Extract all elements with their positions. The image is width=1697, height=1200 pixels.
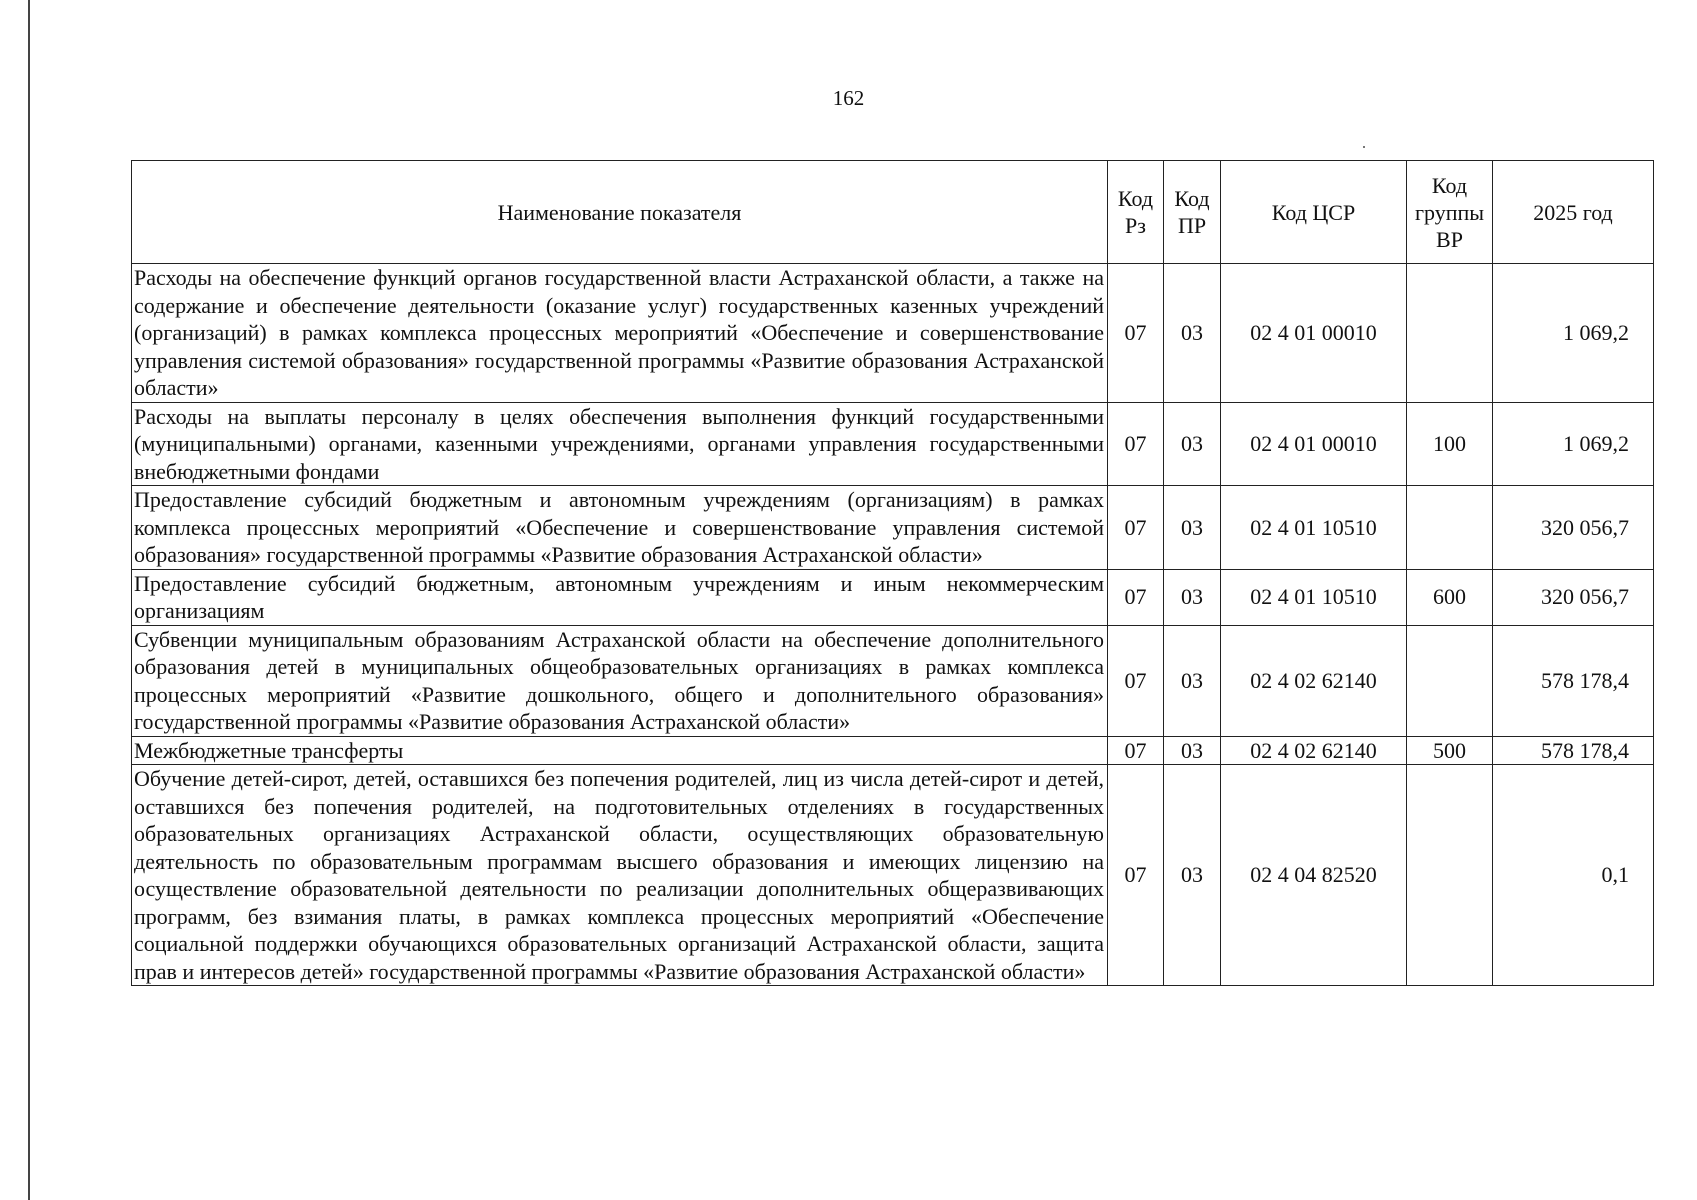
table-row	[132, 264, 1654, 403]
table-row	[132, 486, 1654, 570]
row-csr: 02 4 02 62140	[1221, 736, 1407, 765]
row-name: Предоставление субсидий бюджетным и автономным учреждениям (организациям) в рамках комплекса процессных мероприятий «Обеспечение и совершенствование управления системой образования» государственной программы «Развитие образования Астраханской области»	[132, 486, 1108, 570]
row-rz: 07	[1108, 625, 1164, 736]
row-amount: 320 056,7	[1493, 486, 1654, 570]
row-name: Межбюджетные трансферты	[132, 736, 1108, 765]
row-csr: 02 4 04 82520	[1221, 765, 1407, 986]
row-vr	[1407, 486, 1493, 570]
page-number: 162	[832, 86, 865, 110]
row-pr: 03	[1164, 486, 1221, 570]
header-rz: Код Рз	[1108, 161, 1164, 264]
row-vr: 500	[1407, 736, 1493, 765]
row-rz: 07	[1108, 486, 1164, 570]
row-vr: 600	[1407, 569, 1493, 625]
row-vr: 100	[1407, 402, 1493, 486]
scan-speck	[1363, 146, 1365, 148]
row-amount: 578 178,4	[1493, 625, 1654, 736]
row-name: Расходы на обеспечение функций органов государственной власти Астраханской области, а также на содержание и обеспечение деятельности (оказание услуг) государственных казенных учреждений (организаций) в рамках комплекса процессных мероприятий «Обеспечение и совершенствование управления системой образования» государственной программы «Развитие образования Астраханской области»	[132, 264, 1108, 403]
row-name: Субвенции муниципальным образованиям Астраханской области на обеспечение дополнительного образования детей в муниципальных общеобразовательных организациях в рамках комплекса процессных мероприятий «Развитие дошкольного, общего и дополнительного образования» государственной программы «Развитие образования Астраханской области»	[132, 625, 1108, 736]
row-vr	[1407, 625, 1493, 736]
row-rz: 07	[1108, 736, 1164, 765]
row-csr: 02 4 02 62140	[1221, 625, 1407, 736]
row-amount: 578 178,4	[1493, 736, 1654, 765]
header-csr: Код ЦСР	[1221, 161, 1407, 264]
row-pr: 03	[1164, 736, 1221, 765]
row-csr: 02 4 01 10510	[1221, 486, 1407, 570]
row-pr: 03	[1164, 402, 1221, 486]
row-rz: 07	[1108, 569, 1164, 625]
table-row	[132, 736, 1654, 765]
header-name: Наименование показателя	[132, 161, 1108, 264]
row-pr: 03	[1164, 765, 1221, 986]
header-pr: Код ПР	[1164, 161, 1221, 264]
row-name: Расходы на выплаты персоналу в целях обеспечения выполнения функций государственными (муниципальными) органами, казенными учреждениями, органами управления государственными внебюджетными фондами	[132, 402, 1108, 486]
row-amount: 0,1	[1493, 765, 1654, 986]
table-row	[132, 765, 1654, 986]
table-row	[132, 625, 1654, 736]
header-year: 2025 год	[1493, 161, 1654, 264]
row-rz: 07	[1108, 264, 1164, 403]
table-header-row	[132, 161, 1654, 264]
row-rz: 07	[1108, 765, 1164, 986]
row-amount: 1 069,2	[1493, 264, 1654, 403]
table-row	[132, 402, 1654, 486]
row-pr: 03	[1164, 264, 1221, 403]
row-csr: 02 4 01 00010	[1221, 402, 1407, 486]
header-vr: Код группы ВР	[1407, 161, 1493, 264]
row-rz: 07	[1108, 402, 1164, 486]
left-margin-rule	[28, 0, 30, 1200]
row-name: Обучение детей-сирот, детей, оставшихся без попечения родителей, лиц из числа детей-сирот и детей, оставшихся без попечения родителей, на подготовительных отделениях в государственных образовательных организациях Астраханской области, осуществляющих образовательную деятельность по образовательным программам высшего образования и имеющих лицензию на осуществление образовательной деятельности по реализации дополнительных общеразвивающих программ, без взимания платы, в рамках комплекса процессных мероприятий «Обеспечение социальной поддержки обучающихся образовательных организаций Астраханской области, защита прав и интересов детей» государственной программы «Развитие образования Астраханской области»	[132, 765, 1108, 986]
row-name: Предоставление субсидий бюджетным, автономным учреждениям и иным некоммерческим организациям	[132, 569, 1108, 625]
row-pr: 03	[1164, 569, 1221, 625]
row-vr	[1407, 264, 1493, 403]
row-pr: 03	[1164, 625, 1221, 736]
budget-table	[131, 160, 1654, 986]
row-amount: 1 069,2	[1493, 402, 1654, 486]
row-csr: 02 4 01 10510	[1221, 569, 1407, 625]
table-row	[132, 569, 1654, 625]
row-csr: 02 4 01 00010	[1221, 264, 1407, 403]
row-amount: 320 056,7	[1493, 569, 1654, 625]
row-vr	[1407, 765, 1493, 986]
